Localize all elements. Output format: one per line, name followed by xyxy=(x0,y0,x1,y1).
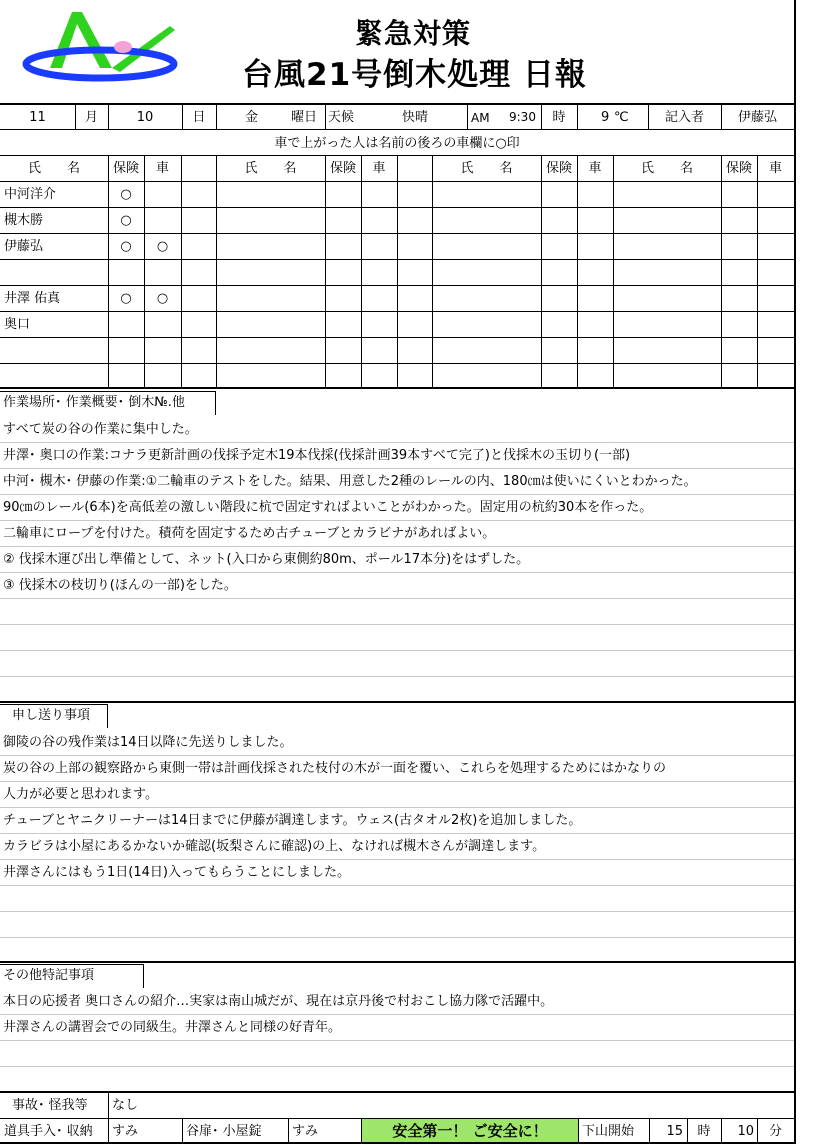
roster-name: 奥口 xyxy=(4,317,31,332)
notes-heading-box xyxy=(0,964,144,988)
ampm-value: AM xyxy=(471,111,490,125)
temperature-value: 9 xyxy=(601,110,610,125)
descent-minute: 10 xyxy=(737,1124,754,1139)
roster-insurance-mark: ○ xyxy=(120,187,132,202)
accident-value: なし xyxy=(112,1098,139,1113)
notes-heading: その他特記事項 xyxy=(3,968,95,983)
roster-header-name: 氏 名 xyxy=(27,161,80,176)
work-heading: 作業場所･ 作業概要･ 倒木№.他 xyxy=(3,395,185,410)
text-line: 90㎝のレール(6本)を高低差の激しい階段に杭で固定すればよいことがわかった。固定用の杭約30本を作った。 xyxy=(3,500,653,515)
day-value: 10 xyxy=(136,110,154,125)
roster-header-car: 車 xyxy=(372,161,386,176)
ruled-line xyxy=(0,1040,794,1041)
roster-header-insurance: 保険 xyxy=(545,161,572,176)
car-note: 車で上がった人は名前の後ろの車欄に○印 xyxy=(274,136,520,151)
text-line: すべて炭の谷の作業に集中した。 xyxy=(3,422,198,437)
handover-heading: 申し送り事項 xyxy=(12,708,91,723)
accident-label: 事故･ 怪我等 xyxy=(12,1098,88,1113)
month-label: 月 xyxy=(84,110,98,125)
door-label: 谷扉･ 小屋錠 xyxy=(186,1124,262,1139)
roster-insurance-mark: ○ xyxy=(120,239,132,254)
recorder-value: 伊藤弘 xyxy=(737,110,777,125)
door-value: すみ xyxy=(292,1124,319,1139)
roster-header-car: 車 xyxy=(768,161,782,176)
ruled-line xyxy=(0,624,794,625)
ruled-line xyxy=(0,1014,794,1015)
text-line: チューブとヤニクリーナーは14日までに伊藤が調達します。ウェス(古タオル2枚)を追加しました。 xyxy=(3,813,582,828)
ruled-line xyxy=(0,833,794,834)
text-line: 御陵の谷の残作業は14日以降に先送りしました。 xyxy=(3,735,293,750)
ruled-line xyxy=(0,442,794,443)
roster-header-name: 氏 名 xyxy=(244,161,297,176)
text-line: カラビラは小屋にあるかないか確認(坂梨さんに確認)の上、なければ槻木さんが調達します。 xyxy=(3,839,546,854)
roster-insurance-mark: ○ xyxy=(120,291,132,306)
ruled-line xyxy=(0,1066,794,1067)
text-line: 人力が必要と思われます。 xyxy=(3,787,158,802)
ruled-line xyxy=(0,937,794,938)
green-triangle-logo xyxy=(20,6,180,94)
roster-car-mark: ○ xyxy=(156,291,169,306)
text-line: ③ 伐採木の枝切り(ほんの一部)をした。 xyxy=(3,578,237,593)
weekday-label: 曜日 xyxy=(291,110,318,125)
tools-label: 道具手入･ 収納 xyxy=(4,1124,93,1139)
descent-label: 下山開始 xyxy=(582,1124,635,1139)
ruled-line xyxy=(0,598,794,599)
tools-value: すみ xyxy=(112,1124,139,1139)
ruled-line xyxy=(0,572,794,573)
ruled-line xyxy=(0,468,794,469)
roster-name: 伊藤弘 xyxy=(4,239,44,254)
time-label: 時 xyxy=(552,110,566,125)
time-value: 9:30 xyxy=(509,110,536,124)
ruled-line xyxy=(0,650,794,651)
weather-label: 天候 xyxy=(328,110,355,125)
weekday-value: 金 xyxy=(245,110,259,125)
text-line: ② 伐採木運び出し準備として、ネット(入口から東側約80m、ポール17本分)をはずした。 xyxy=(3,552,530,567)
roster-header-car: 車 xyxy=(588,161,602,176)
ruled-line xyxy=(0,859,794,860)
recorder-label: 記入者 xyxy=(664,110,704,125)
descent-hour: 15 xyxy=(666,1124,683,1139)
ruled-line xyxy=(0,755,794,756)
hour-label: 時 xyxy=(697,1124,711,1139)
text-line: 井澤さんにはもう1日(14日)入ってもらうことにしました。 xyxy=(3,865,350,880)
month-value: 11 xyxy=(29,110,46,125)
handover-heading-box xyxy=(0,704,108,728)
ruled-line xyxy=(0,885,794,886)
title-line-2: 台風21号倒木処理 日報 xyxy=(242,57,587,93)
text-line: 中河･ 槻木･ 伊藤の作業:①二輪車のテストをした。結果、用意した2種のレールの内、180㎝は使いにくいとわかった。 xyxy=(3,474,697,489)
text-line: 二輪車にロープを付けた。積荷を固定するため古チューブとカラビナがあればよい。 xyxy=(3,526,496,541)
ruled-line xyxy=(0,807,794,808)
ruled-line xyxy=(0,494,794,495)
roster-car-mark: ○ xyxy=(156,239,169,254)
roster-name: 井澤 佑真 xyxy=(4,291,61,306)
ruled-line xyxy=(0,911,794,912)
ruled-line xyxy=(0,520,794,521)
minute-label: 分 xyxy=(768,1124,782,1139)
roster-name: 中河洋介 xyxy=(4,187,57,202)
roster-header-name: 氏 名 xyxy=(460,161,513,176)
roster-header-insurance: 保険 xyxy=(329,161,356,176)
safety-slogan: 安全第一！ ご安全に！ xyxy=(392,1122,548,1140)
text-line: 井澤･ 奥口の作業:コナラ更新計画の伐採予定木19本伐採(伐採計画39本すべて完了)と伐採木の玉切り(一部) xyxy=(3,448,631,463)
work-heading-box xyxy=(0,391,216,415)
roster-insurance-mark: ○ xyxy=(120,213,132,228)
roster-header-name: 氏 名 xyxy=(640,161,693,176)
ruled-line xyxy=(0,676,794,677)
ruled-line xyxy=(0,781,794,782)
roster-header-insurance: 保険 xyxy=(112,161,139,176)
temperature-unit: ℃ xyxy=(614,110,629,125)
roster-header-insurance: 保険 xyxy=(725,161,752,176)
roster-name: 槻木勝 xyxy=(4,213,44,228)
text-line: 井澤さんの講習会での同級生。井澤さんと同様の好青年。 xyxy=(3,1020,342,1035)
day-label: 日 xyxy=(192,110,206,125)
text-line: 炭の谷の上部の観察路から東側一帯は計画伐採された枝付の木が一面を覆い、これらを処理するためにはかなりの xyxy=(3,761,667,776)
roster-header-car: 車 xyxy=(155,161,169,176)
ruled-line xyxy=(0,546,794,547)
weather-value: 快晴 xyxy=(402,110,429,125)
text-line: 本日の応援者 奥口さんの紹介…実家は南山城だが、現在は京丹後で村おこし協力隊で活躍中。 xyxy=(3,994,554,1009)
title-line-1: 緊急対策 xyxy=(355,17,472,50)
